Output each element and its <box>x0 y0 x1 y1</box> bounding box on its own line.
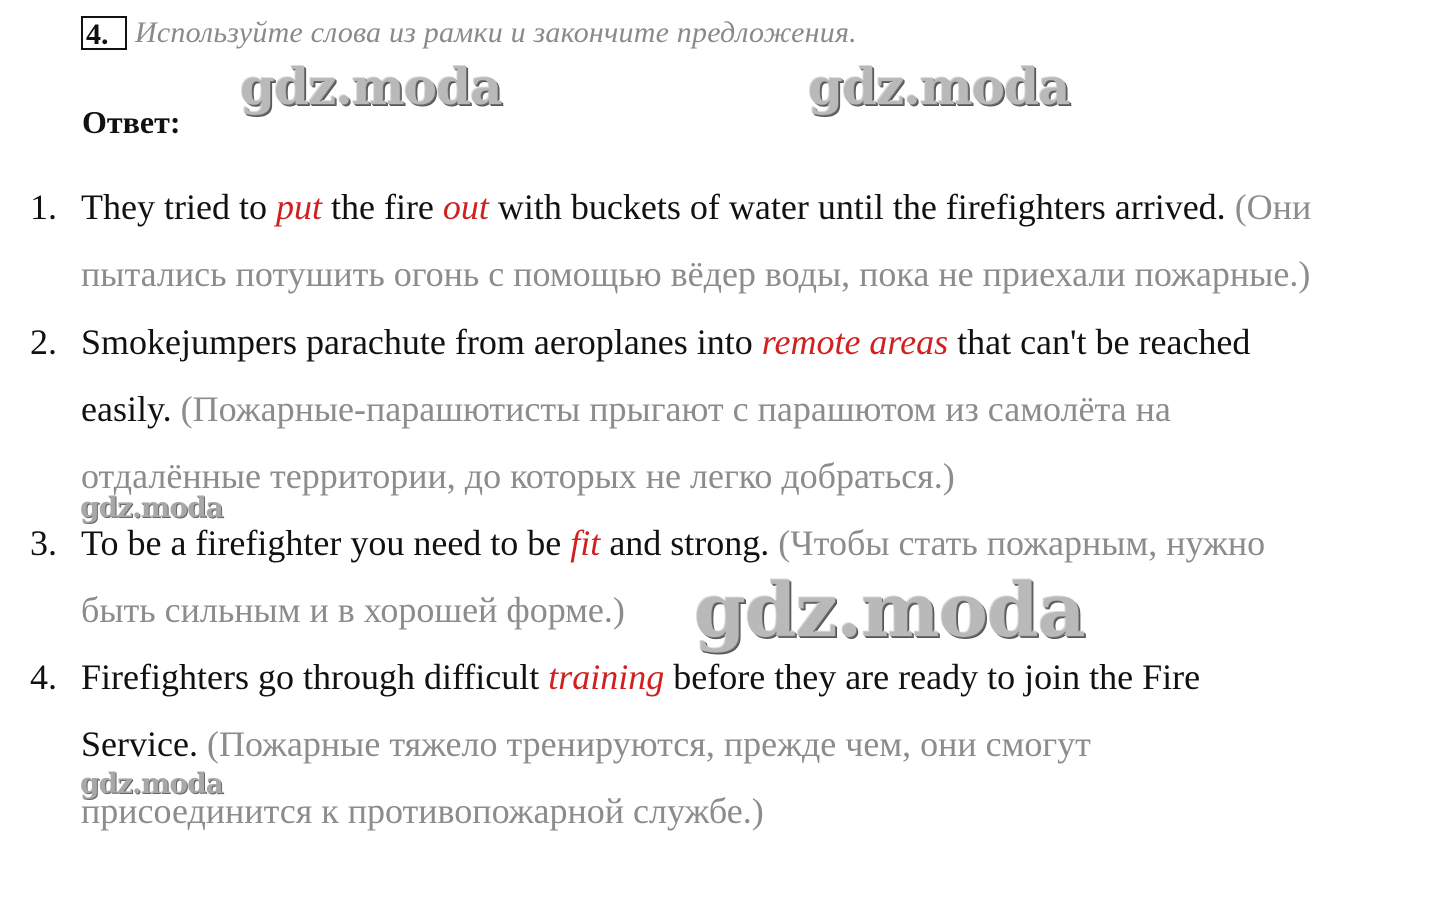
answer-number: 2. <box>30 322 57 362</box>
translation-line: быть сильным и в хорошей форме.) <box>81 590 625 630</box>
sentence-text: They tried to <box>81 187 276 227</box>
task-instruction: Используйте слова из рамки и закончите предложения. <box>135 16 857 49</box>
sentence-text: Service. <box>81 724 198 764</box>
answer-line <box>81 321 1250 363</box>
answer-line <box>81 522 1265 564</box>
watermark: gdz.moda <box>240 57 502 116</box>
watermark: gdz.moda <box>808 57 1070 116</box>
translation-text: (Пожарные-парашютисты прыгают с парашютом из самолёта на <box>171 389 1171 429</box>
answer-word: put <box>275 187 322 227</box>
sentence-text: and strong. <box>600 523 770 563</box>
sentence-text: before they are ready to join the Fire <box>664 657 1201 697</box>
translation-line: отдалённые территории, до которых не легко добраться.) <box>81 456 955 496</box>
translation-line: присоединится к противопожарной службе.) <box>81 791 764 831</box>
answer-label: Ответ: <box>82 104 181 140</box>
answer-number: 4. <box>30 657 57 697</box>
answer-number: 1. <box>30 187 57 227</box>
answer-line <box>81 656 1200 698</box>
answer-number: 3. <box>30 523 57 563</box>
answer-line <box>81 723 1091 765</box>
answer-word: remote areas <box>761 322 949 362</box>
answer-word: training <box>548 657 665 697</box>
answer-word: out <box>442 187 489 227</box>
sentence-text: that can't be reached <box>948 322 1251 362</box>
translation-text: (Они <box>1225 187 1312 227</box>
translation-text: (Пожарные тяжело тренируются, прежде чем, они смогут <box>197 724 1091 764</box>
translation-text: (Чтобы стать пожарным, нужно <box>769 523 1266 563</box>
watermark: gdz.moda <box>694 568 1085 654</box>
answer-line <box>81 186 1311 228</box>
answer-word: fit <box>570 523 601 563</box>
sentence-text: Smokejumpers parachute from aeroplanes into <box>81 322 762 362</box>
sentence-text: Firefighters go through difficult <box>81 657 549 697</box>
watermark: gdz.moda <box>80 767 223 800</box>
watermark: gdz.moda <box>80 491 223 524</box>
sentence-text: with buckets of water until the firefighters arrived. <box>488 187 1226 227</box>
task-number: 4. <box>81 16 127 50</box>
task-header <box>81 16 857 50</box>
sentence-text: the fire <box>321 187 443 227</box>
answer-line <box>81 388 1171 430</box>
translation-line: пытались потушить огонь с помощью вёдер воды, пока не приехали пожарные.) <box>81 254 1311 294</box>
sentence-text: easily. <box>81 389 172 429</box>
sentence-text: To be a firefighter you need to be <box>81 523 571 563</box>
